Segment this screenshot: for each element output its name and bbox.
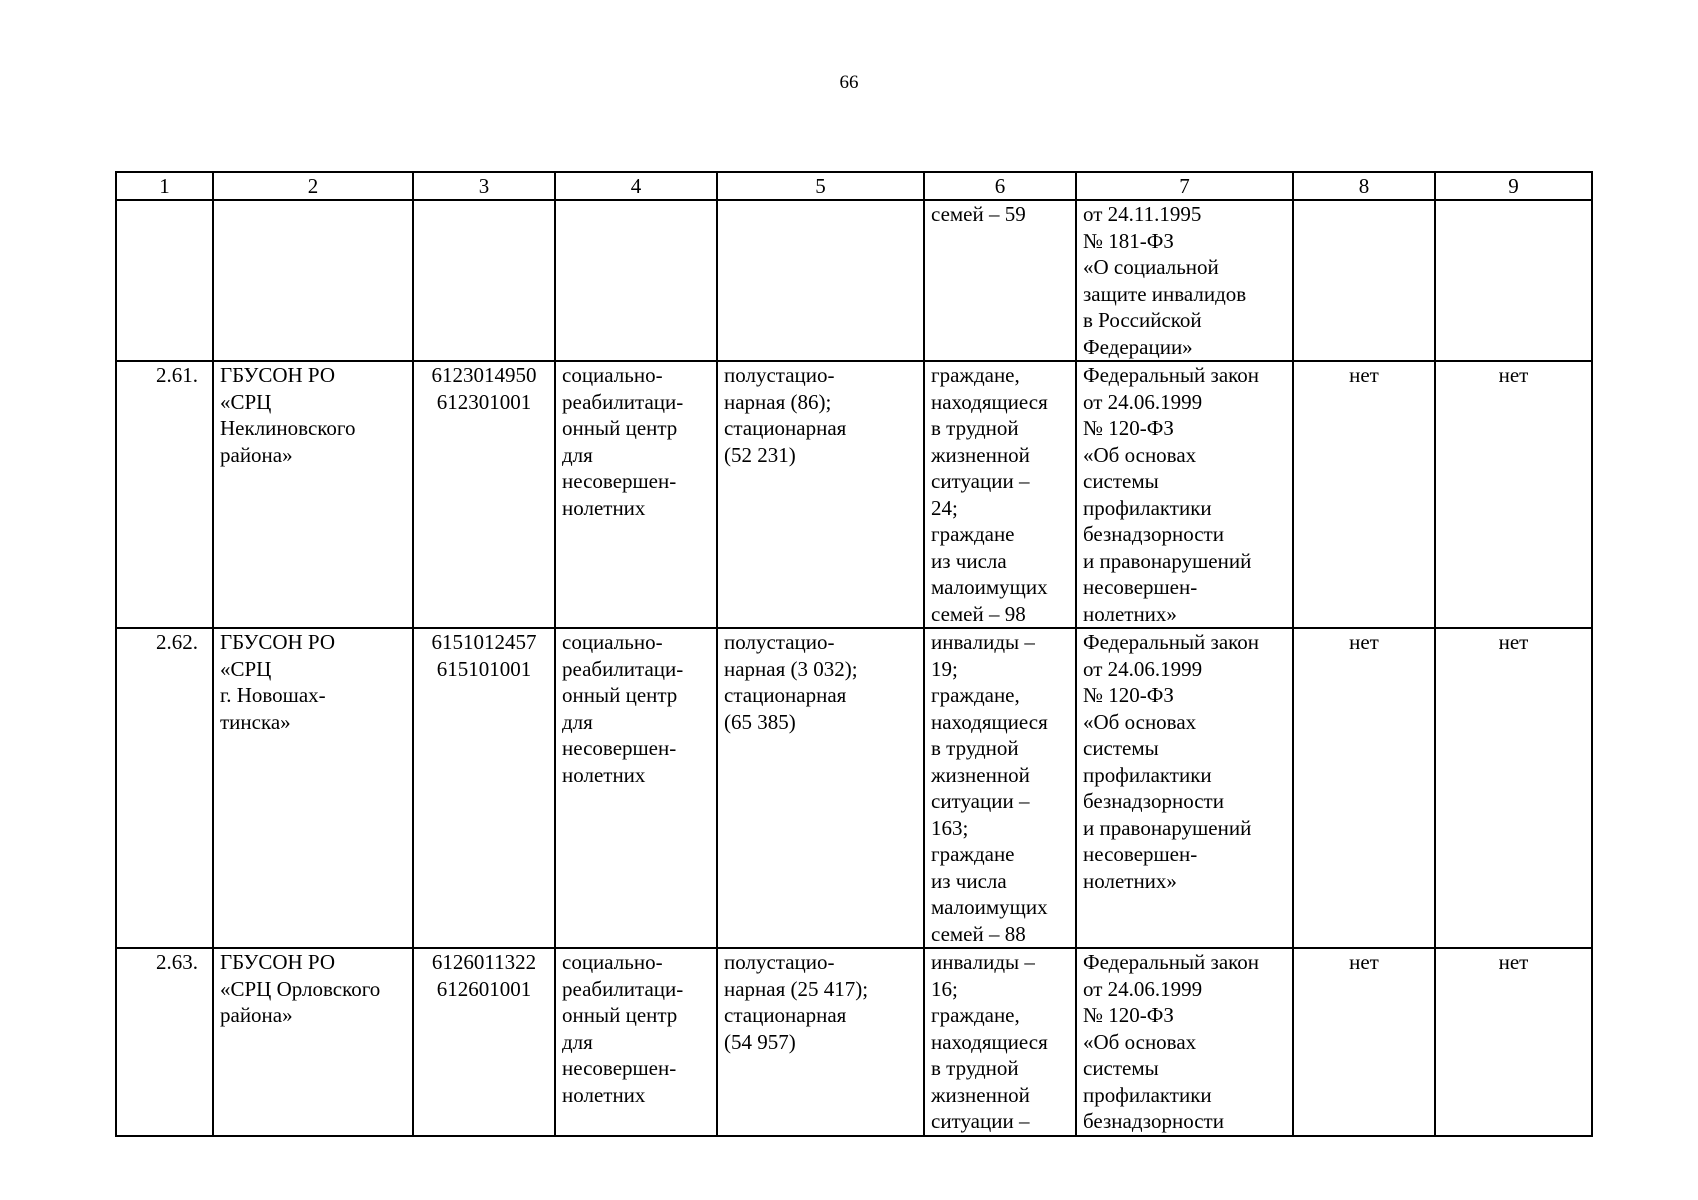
recipients-cell: инвалиды – 16; граждане, находящиеся в трудной жизненной ситуации –: [924, 948, 1076, 1136]
column-number-row: [116, 172, 1592, 200]
column-number: 5: [717, 172, 924, 200]
col9-cell: нет: [1435, 948, 1592, 1136]
legal-basis-cell: от 24.11.1995 № 181-ФЗ «О социальной защите инвалидов в Российской Федерации»: [1076, 200, 1293, 361]
col8-cell: нет: [1293, 361, 1435, 628]
service-form-cell: полустацио- нарная (3 032); стационарная (65 385): [717, 628, 924, 948]
row-number-cell: [116, 200, 213, 361]
column-number: 2: [213, 172, 413, 200]
recipients-cell: инвалиды – 19; граждане, находящиеся в трудной жизненной ситуации – 163; граждане из числа малоимущих семей – 88: [924, 628, 1076, 948]
inn-kpp-cell: 6123014950 612301001: [413, 361, 555, 628]
inn-kpp-cell: 6126011322 612601001: [413, 948, 555, 1136]
organization-type-cell: социально- реабилитаци- онный центр для несовершен- нолетних: [555, 628, 717, 948]
column-number: 8: [1293, 172, 1435, 200]
page-number: 66: [839, 72, 859, 93]
recipients-cell: семей – 59: [924, 200, 1076, 361]
organization-name-cell: ГБУСОН РО «СРЦ Орловского района»: [213, 948, 413, 1136]
legal-basis-cell: Федеральный закон от 24.06.1999 № 120-ФЗ «Об основах системы профилактики безнадзорности и правонарушений несовершен- нолетних»: [1076, 361, 1293, 628]
service-form-cell: полустацио- нарная (25 417); стационарная (54 957): [717, 948, 924, 1136]
organization-type-cell: социально- реабилитаци- онный центр для несовершен- нолетних: [555, 361, 717, 628]
table-row: [116, 361, 1592, 628]
col9-cell: нет: [1435, 628, 1592, 948]
organization-name-cell: ГБУСОН РО «СРЦ Неклиновского района»: [213, 361, 413, 628]
organization-name-cell: ГБУСОН РО «СРЦ г. Новошах- тинска»: [213, 628, 413, 948]
column-number: 7: [1076, 172, 1293, 200]
service-form-cell: [717, 200, 924, 361]
organization-type-cell: социально- реабилитаци- онный центр для несовершен- нолетних: [555, 948, 717, 1136]
table-row: [116, 200, 1592, 361]
service-form-cell: полустацио- нарная (86); стационарная (52 231): [717, 361, 924, 628]
row-number-cell: 2.61.: [116, 361, 213, 628]
organization-name-cell: [213, 200, 413, 361]
column-number: 6: [924, 172, 1076, 200]
column-number: 1: [116, 172, 213, 200]
col8-cell: нет: [1293, 628, 1435, 948]
column-number: 4: [555, 172, 717, 200]
inn-kpp-cell: 6151012457 615101001: [413, 628, 555, 948]
col8-cell: нет: [1293, 948, 1435, 1136]
col9-cell: нет: [1435, 361, 1592, 628]
col9-cell: [1435, 200, 1592, 361]
registry-table: [115, 171, 1593, 1137]
legal-basis-cell: Федеральный закон от 24.06.1999 № 120-ФЗ «Об основах системы профилактики безнадзорности: [1076, 948, 1293, 1136]
inn-kpp-cell: [413, 200, 555, 361]
column-number: 9: [1435, 172, 1592, 200]
table-row: [116, 948, 1592, 1136]
legal-basis-cell: Федеральный закон от 24.06.1999 № 120-ФЗ «Об основах системы профилактики безнадзорности и правонарушений несовершен- нолетних»: [1076, 628, 1293, 948]
col8-cell: [1293, 200, 1435, 361]
organization-type-cell: [555, 200, 717, 361]
row-number-cell: 2.63.: [116, 948, 213, 1136]
column-number: 3: [413, 172, 555, 200]
recipients-cell: граждане, находящиеся в трудной жизненной ситуации – 24; граждане из числа малоимущих семей – 98: [924, 361, 1076, 628]
row-number-cell: 2.62.: [116, 628, 213, 948]
table-row: [116, 628, 1592, 948]
